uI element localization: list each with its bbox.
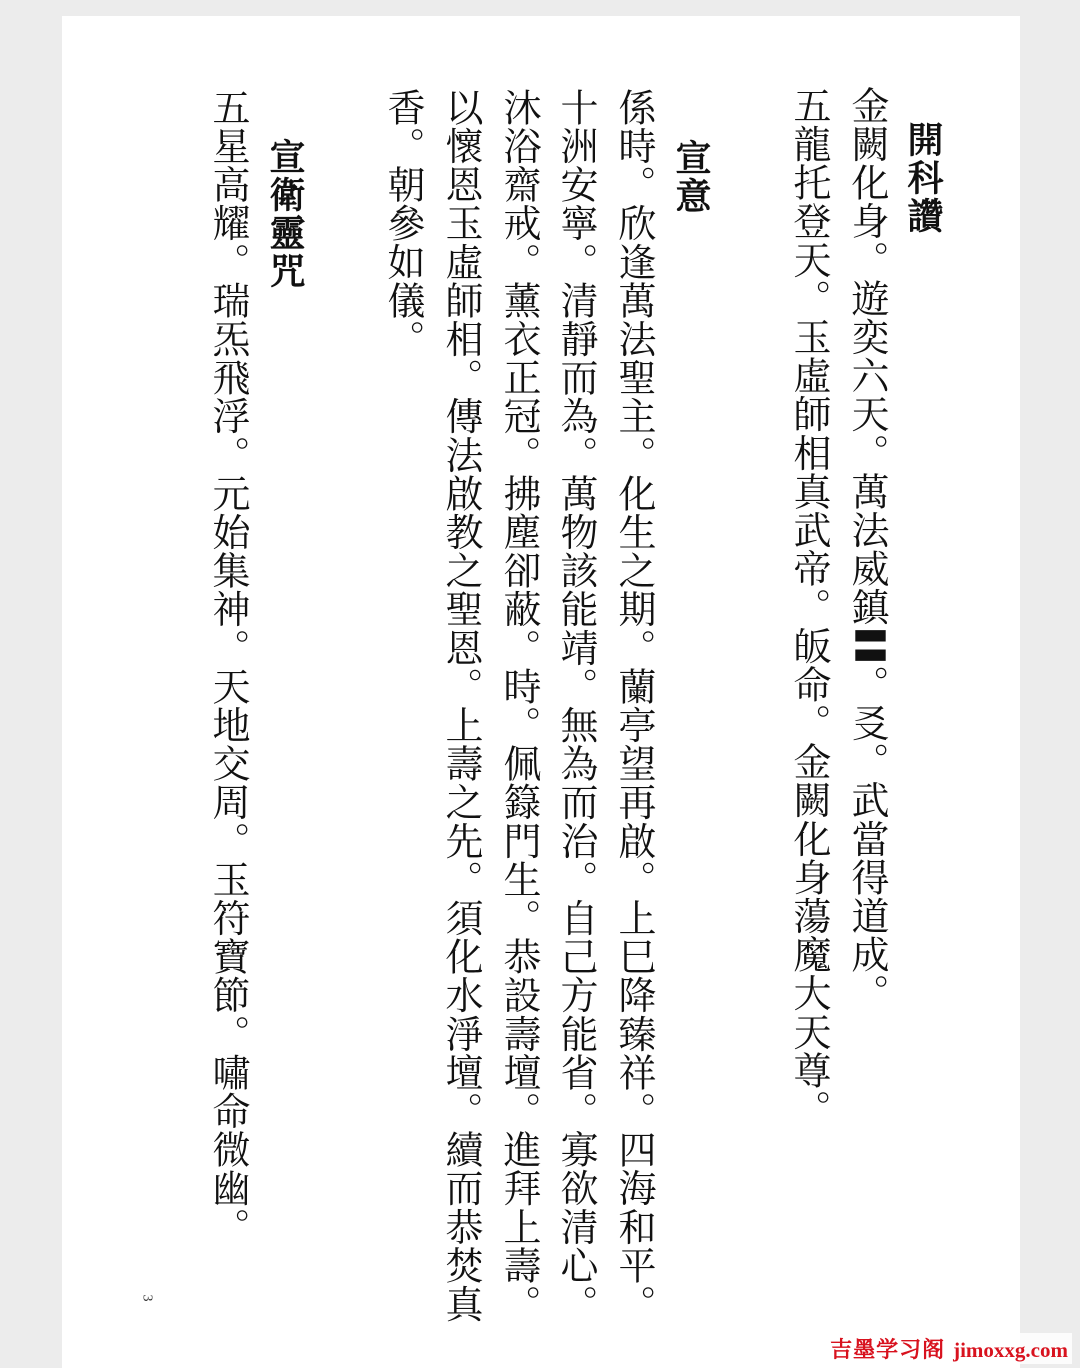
xuanyi-line-1: 係時。欣逢萬法聖主。化生之期。蘭亭望再啟。上巳降臻祥。四海和平。 — [612, 88, 656, 1324]
xuanyi-line-5: 香。朝參如儀。 — [381, 88, 425, 359]
verse-line-1-part-a: 金闕化身。遊奕六天。萬法威鎮〓。 — [845, 86, 889, 704]
section-title-kaike-zan: 開科讚 — [902, 121, 944, 235]
xuanyi-line-2: 十洲安寧。清靜而為。萬物該能靖。無為而治。自己方能省。寡欲清心。 — [554, 88, 598, 1324]
site-watermark — [826, 1333, 1072, 1364]
verse-line-2-part-a: 五龍托登天。玉虛師相真武帝。皈命。 — [787, 86, 831, 743]
verse-line-1 — [845, 86, 889, 1013]
lingzhou-line-1: 五星高耀。瑞炁飛浮。元始集神。天地交周。玉符寶節。嘯命微幽。 — [206, 88, 250, 1246]
xuanyi-line-4: 以懷恩玉虛師相。傳法啟教之聖恩。上壽之先。須化水淨壇。續而恭焚真 — [439, 88, 483, 1324]
verse-line-2-part-b: 金闕化身蕩魔大天尊。 — [787, 742, 831, 1129]
page-number: 3 — [139, 1294, 155, 1302]
scripture-page — [62, 16, 1020, 1368]
watermark-url: jimoxxg.com — [953, 1338, 1068, 1362]
section-title-xuanyi: 宣意 — [670, 139, 712, 215]
verse-line-1-part-b: 㕛。武當得道成。 — [845, 703, 889, 1013]
section-title-xuanwei-lingzhou: 宣衛靈咒 — [264, 138, 306, 290]
xuanyi-line-3: 沐浴齋戒。薰衣正冠。拂塵卻蔽。時。佩籙門生。恭設壽壇。進拜上壽。 — [497, 88, 541, 1324]
verse-line-2 — [787, 86, 831, 1129]
watermark-cn: 吉墨学习阁 — [830, 1338, 946, 1363]
